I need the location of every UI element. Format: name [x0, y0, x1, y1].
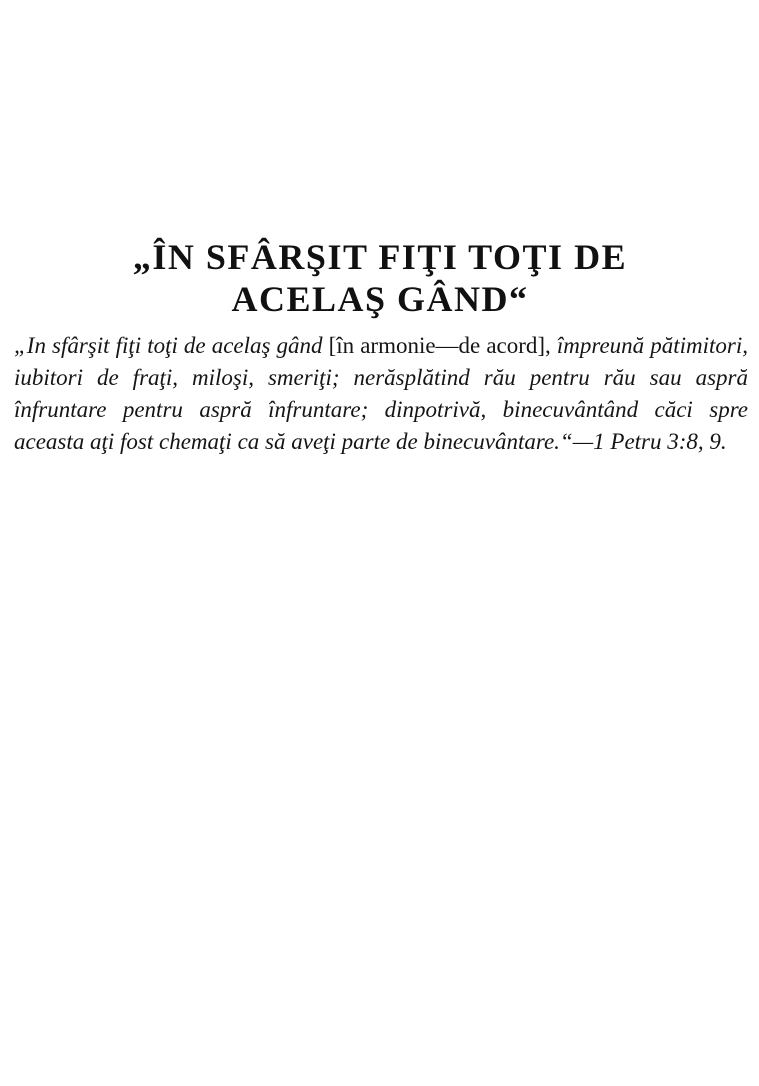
title-line-1: „ÎN SFÂRŞIT FIŢI TOŢI DE [132, 237, 628, 277]
page-title [10, 236, 750, 320]
scripture-quote [14, 330, 748, 458]
quote-roman-gloss: [în armonie—de acord], [322, 333, 557, 358]
quote-italic-opening: „In sfârşit fiţi toţi de acelaş gând [14, 333, 323, 358]
title-line-2: ACELAŞ GÂND“ [231, 279, 529, 319]
quote-italic-continuation: împreună pătimitori, iubitori de fraţi, miloşi, smeriţi; nerăsplătind rău pentru rău sau aspră înfruntare pentru aspră înfruntare; dinpotrivă, binecuvântând căci spre aceasta aţi fost chemaţi ca să aveţi parte de binecuvântare.“—1 Petru 3:8, 9. [14, 333, 749, 454]
